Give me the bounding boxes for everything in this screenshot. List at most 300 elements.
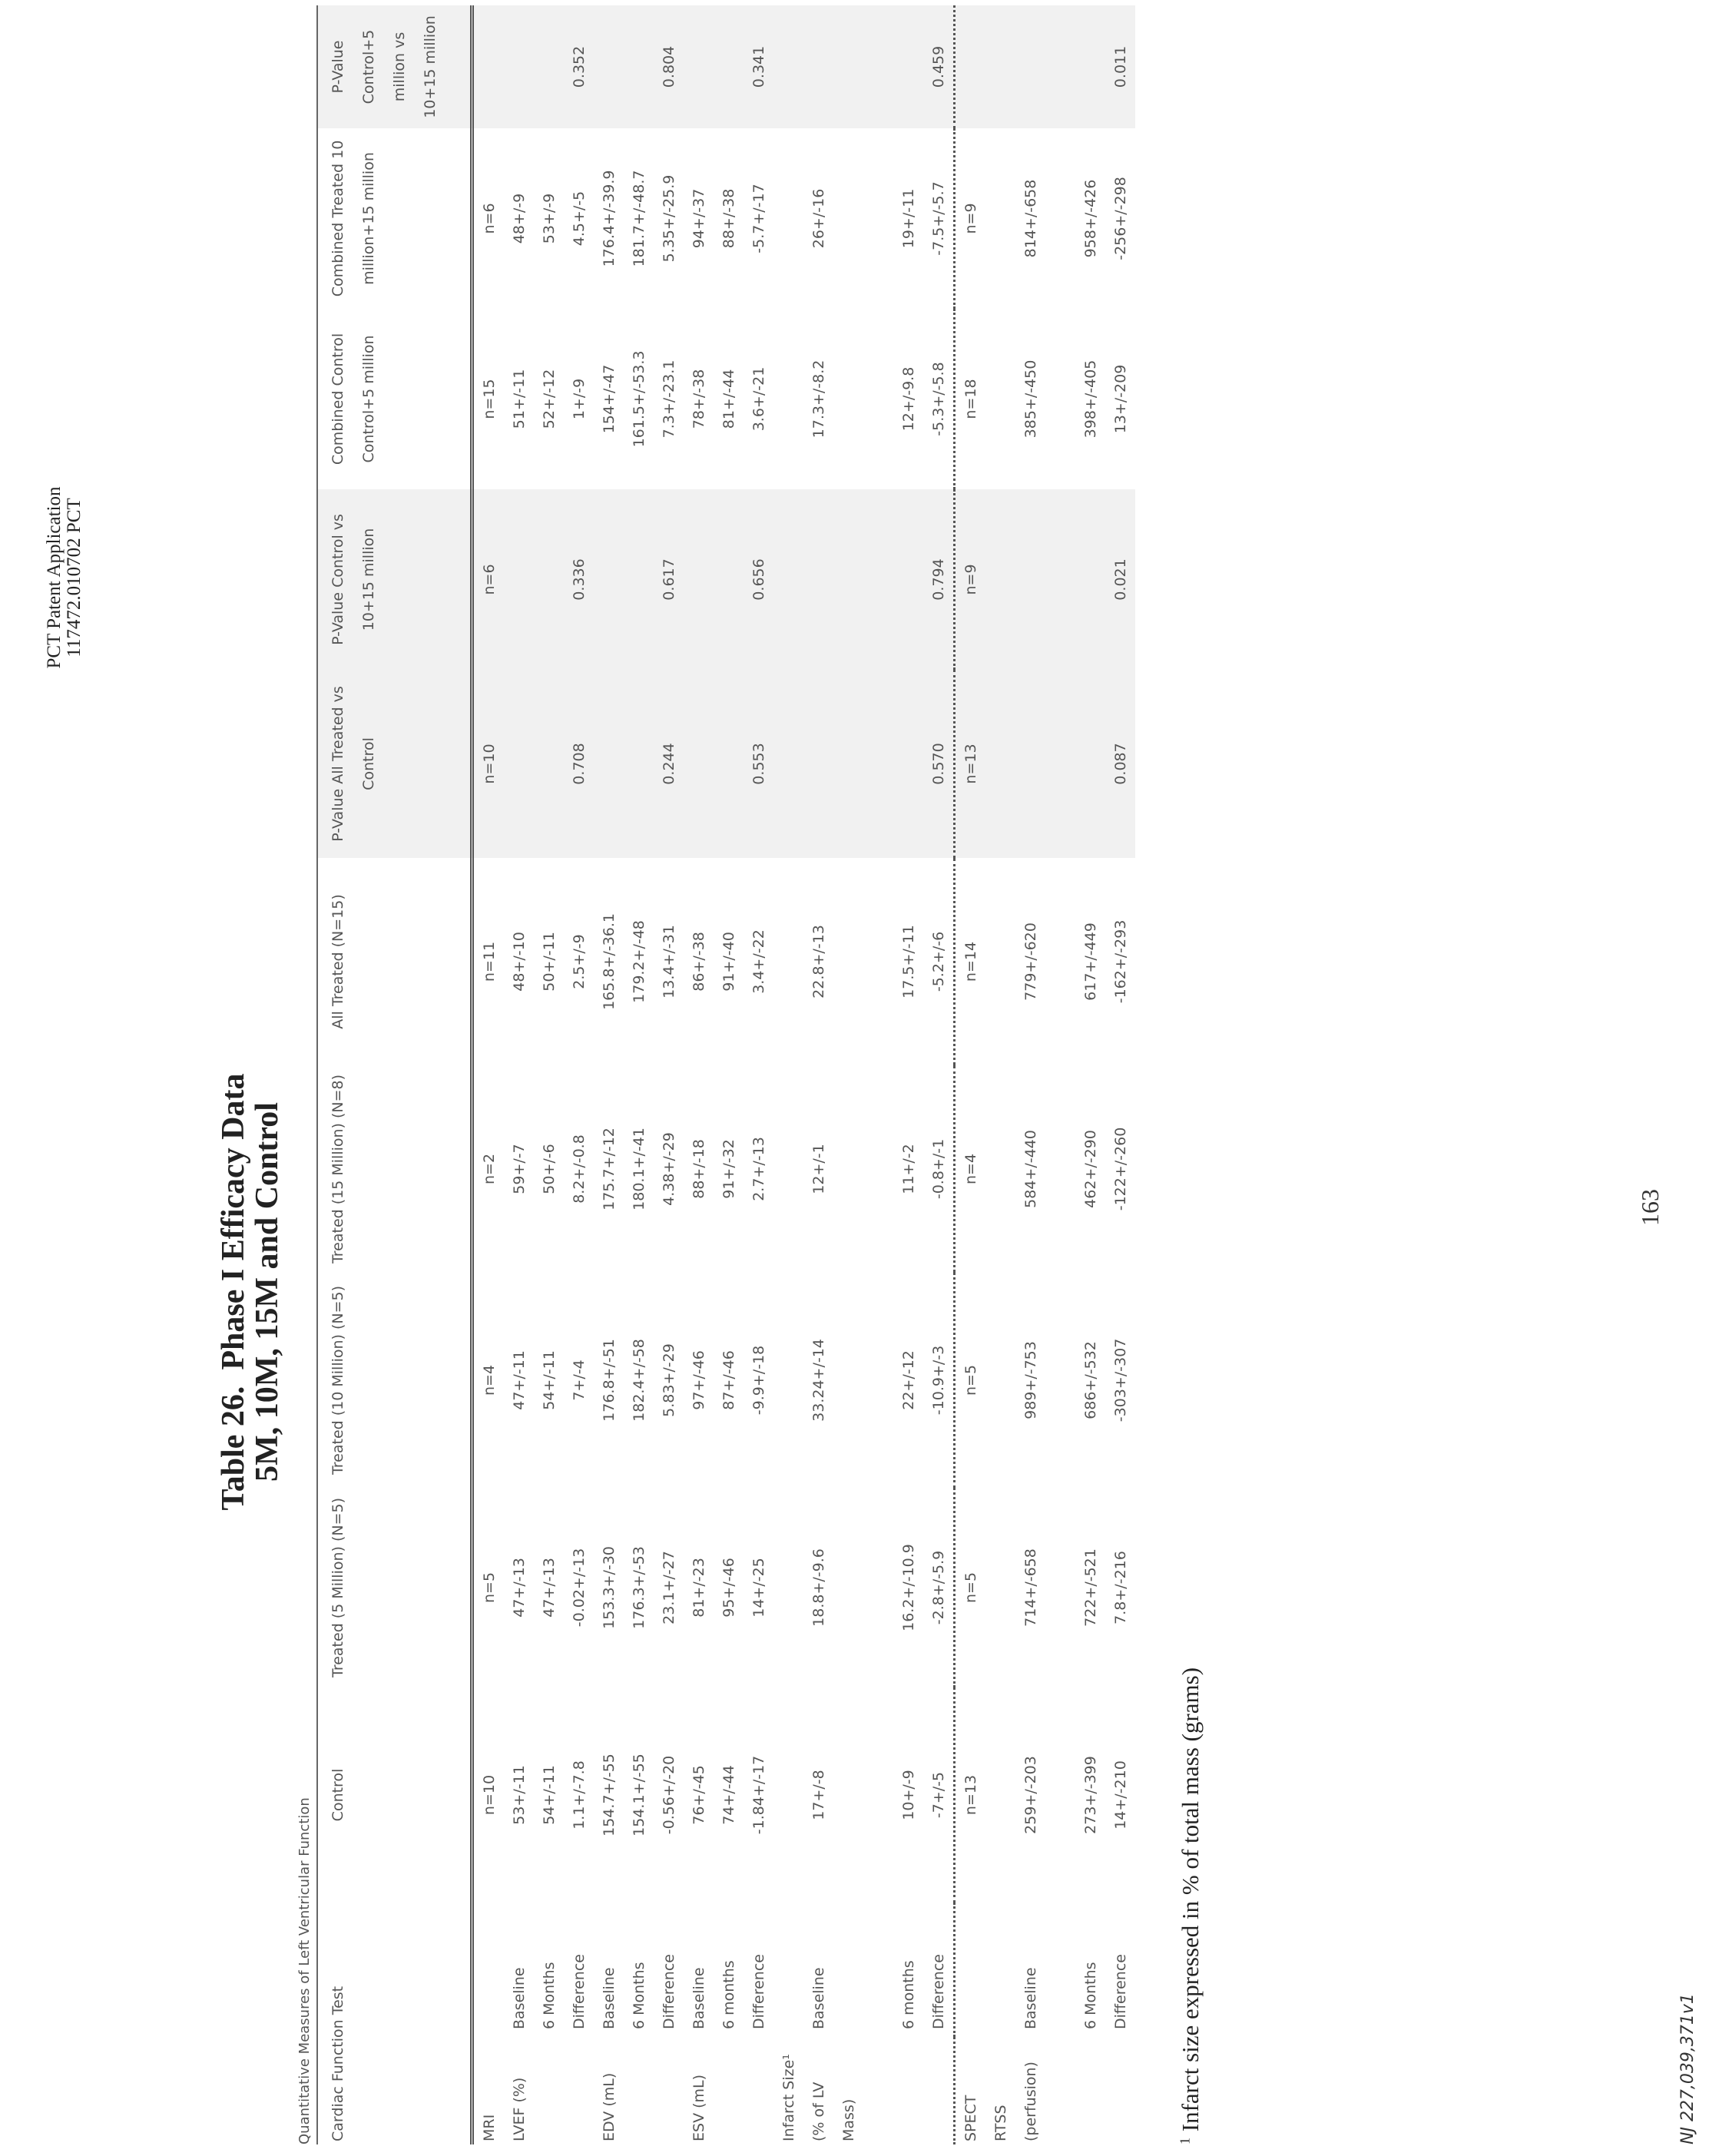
row-sublabel: Baseline — [594, 1903, 624, 2037]
table-cell: 50+/-11 — [534, 858, 564, 1065]
row-sublabel — [1045, 1903, 1075, 2037]
table-cell: n=15 — [472, 309, 505, 489]
table-cell: 686+/-532 — [1075, 1273, 1105, 1488]
table-cell: 617+/-449 — [1075, 858, 1105, 1065]
table-cell — [773, 128, 803, 309]
footnote-mark: 1 — [1177, 2138, 1193, 2144]
table-cell: 0.708 — [564, 670, 594, 858]
table-row — [594, 5, 624, 2144]
table-cell — [773, 309, 803, 489]
table-cell: 59+/-7 — [504, 1065, 534, 1273]
table-cell: 176.4+/-39.9 — [594, 128, 624, 309]
row-sublabel: Difference — [654, 1903, 684, 2037]
row-label — [1105, 2037, 1135, 2144]
row-label: ESV (mL) — [684, 2037, 714, 2144]
table-cell — [1045, 128, 1075, 309]
table-cell: 97+/-46 — [684, 1273, 714, 1488]
table-cell: 13+/-209 — [1105, 309, 1135, 489]
table-cell: n=18 — [955, 309, 986, 489]
document-header — [45, 382, 84, 773]
table-cell: 0.553 — [744, 670, 773, 858]
table-cell: 175.7+/-12 — [594, 1065, 624, 1273]
table-cell — [803, 5, 833, 128]
table-cell: 22.8+/-13 — [803, 858, 833, 1065]
row-label: Infarct Size¹ — [773, 2037, 803, 2144]
column-header: Treated (5 Million) (N=5) — [317, 1488, 472, 1687]
page-number: 163 — [1636, 1181, 1664, 1234]
table-cell: n=6 — [472, 128, 505, 309]
table-cell: 0.011 — [1105, 5, 1135, 128]
table-cell — [1015, 670, 1045, 858]
table-header-row — [317, 5, 472, 2144]
table-cell — [594, 670, 624, 858]
table-cell — [684, 670, 714, 858]
table-cell: 23.1+/-27 — [654, 1488, 684, 1687]
table-cell — [773, 858, 803, 1065]
table-cell: 0.617 — [654, 489, 684, 670]
table-cell — [893, 5, 923, 128]
table-cell: n=9 — [955, 128, 986, 309]
table-cell — [863, 1065, 893, 1273]
table-cell — [893, 489, 923, 670]
table-cell: 88+/-18 — [684, 1065, 714, 1273]
table-row — [1105, 5, 1135, 2144]
table-cell: -2.8+/-5.9 — [923, 1488, 955, 1687]
column-header: Treated (15 Million) (N=8) — [317, 1065, 472, 1273]
table-cell: 0.244 — [654, 670, 684, 858]
row-sublabel: Difference — [923, 1903, 955, 2037]
table-cell — [773, 489, 803, 670]
table-row — [985, 5, 1015, 2144]
table-cell: 47+/-13 — [534, 1488, 564, 1687]
table-cell: 47+/-11 — [504, 1273, 534, 1488]
table-cell: n=11 — [472, 858, 505, 1065]
table-cell — [504, 489, 534, 670]
table-row — [1045, 5, 1075, 2144]
table-cell: -5.2+/-6 — [923, 858, 955, 1065]
table-cell: 0.087 — [1105, 670, 1135, 858]
table-cell: 10+/-9 — [893, 1687, 923, 1903]
table-cell: 0.804 — [654, 5, 684, 128]
table-cell — [985, 489, 1015, 670]
table-title — [217, 889, 284, 1695]
document-id: NJ 227,039,371v1 — [1678, 1993, 1697, 2144]
table-cell: n=4 — [955, 1065, 986, 1273]
row-sublabel — [833, 1903, 863, 2037]
table-cell — [1045, 1488, 1075, 1687]
column-header: P-Value All Treated vs Control — [317, 670, 472, 858]
column-header: P-Value Control vs 10+15 million — [317, 489, 472, 670]
table-row — [744, 5, 773, 2144]
row-label — [923, 2037, 955, 2144]
table-cell — [893, 670, 923, 858]
table-row — [1075, 5, 1105, 2144]
table-cell: 0.570 — [923, 670, 955, 858]
table-cell — [594, 5, 624, 128]
row-label: MRI — [472, 2037, 505, 2144]
table-cell — [534, 5, 564, 128]
table-cell — [773, 1065, 803, 1273]
table-cell — [833, 670, 863, 858]
table-cell: 462+/-290 — [1075, 1065, 1105, 1273]
table-cell: 3.6+/-21 — [744, 309, 773, 489]
table-cell: 87+/-46 — [714, 1273, 744, 1488]
table-cell: n=6 — [472, 489, 505, 670]
table-cell — [1015, 489, 1045, 670]
table-cell: 17.3+/-8.2 — [803, 309, 833, 489]
table-cell: n=2 — [472, 1065, 505, 1273]
row-label: LVEF (%) — [504, 2037, 534, 2144]
table-cell: 88+/-38 — [714, 128, 744, 309]
row-label — [863, 2037, 893, 2144]
table-cell — [1045, 1065, 1075, 1273]
table-cell — [833, 128, 863, 309]
table-cell: 0.352 — [564, 5, 594, 128]
column-header: Treated (10 Million) (N=5) — [317, 1273, 472, 1488]
row-sublabel: 6 Months — [1075, 1903, 1105, 2037]
column-header: Combined Treated 10 million+15 million — [317, 128, 472, 309]
row-sublabel: Baseline — [504, 1903, 534, 2037]
table-cell: -256+/-298 — [1105, 128, 1135, 309]
column-header: Control — [317, 1687, 472, 1903]
table-cell: n=14 — [955, 858, 986, 1065]
table-row — [893, 5, 923, 2144]
table-cell: 179.2+/-48 — [624, 858, 654, 1065]
table-cell: 398+/-405 — [1075, 309, 1105, 489]
table-cell: 154+/-47 — [594, 309, 624, 489]
table-row — [564, 5, 594, 2144]
table-cell: 50+/-6 — [534, 1065, 564, 1273]
table-row — [472, 5, 505, 2144]
table-cell: 94+/-37 — [684, 128, 714, 309]
table-cell: 18.8+/-9.6 — [803, 1488, 833, 1687]
table-row — [803, 5, 833, 2144]
column-header: Combined Control Control+5 million — [317, 309, 472, 489]
table-cell — [534, 670, 564, 858]
table-cell: 95+/-46 — [714, 1488, 744, 1687]
table-cell: -10.9+/-3 — [923, 1273, 955, 1488]
table-cell — [833, 489, 863, 670]
table-row — [1015, 5, 1045, 2144]
table-cell: 1.1+/-7.8 — [564, 1687, 594, 1903]
row-sublabel: 6 Months — [624, 1903, 654, 2037]
row-sublabel: Difference — [1105, 1903, 1135, 2037]
table-cell: 176.8+/-51 — [594, 1273, 624, 1488]
table-cell: 91+/-32 — [714, 1065, 744, 1273]
table-cell: -0.02+/-13 — [564, 1488, 594, 1687]
table-cell — [833, 5, 863, 128]
table-cell: 22+/-12 — [893, 1273, 923, 1488]
table-cell — [1045, 858, 1075, 1065]
header-line-1: PCT Patent Application — [45, 382, 65, 773]
table-cell — [985, 1488, 1015, 1687]
row-label — [714, 2037, 744, 2144]
table-cell: 0.021 — [1105, 489, 1135, 670]
table-cell: 0.656 — [744, 489, 773, 670]
table-cell — [714, 5, 744, 128]
table-cell: 54+/-11 — [534, 1687, 564, 1903]
table-cell — [985, 1065, 1015, 1273]
row-label: (perfusion) — [1015, 2037, 1045, 2144]
table-cell — [624, 5, 654, 128]
table-cell — [985, 1273, 1015, 1488]
table-cell: 180.1+/-41 — [624, 1065, 654, 1273]
efficacy-table — [316, 5, 1135, 2144]
table-cell — [684, 489, 714, 670]
column-header-test: Cardiac Function Test — [317, 1903, 472, 2144]
table-cell — [773, 5, 803, 128]
table-cell: 17+/-8 — [803, 1687, 833, 1903]
table-cell: -303+/-307 — [1105, 1273, 1135, 1488]
table-cell: 51+/-11 — [504, 309, 534, 489]
row-label — [624, 2037, 654, 2144]
table-cell — [1075, 5, 1105, 128]
table-row — [714, 5, 744, 2144]
table-cell — [863, 309, 893, 489]
row-sublabel — [985, 1903, 1015, 2037]
table-cell: 78+/-38 — [684, 309, 714, 489]
table-row — [863, 5, 893, 2144]
table-cell: 12+/-1 — [803, 1065, 833, 1273]
table-cell — [985, 309, 1015, 489]
table-cell — [1045, 5, 1075, 128]
table-cell: 76+/-45 — [684, 1687, 714, 1903]
table-cell — [863, 1488, 893, 1687]
table-cell: 0.459 — [923, 5, 955, 128]
table-cell — [863, 128, 893, 309]
table-cell: 52+/-12 — [534, 309, 564, 489]
table-cell: 0.794 — [923, 489, 955, 670]
table-row — [773, 5, 803, 2144]
table-cell: n=10 — [472, 1687, 505, 1903]
row-label: Mass) — [833, 2037, 863, 2144]
table-cell: n=4 — [472, 1273, 505, 1488]
table-body — [472, 5, 1136, 2144]
table-cell: -5.7+/-17 — [744, 128, 773, 309]
table-cell: 259+/-203 — [1015, 1687, 1045, 1903]
footnote — [1177, 1668, 1204, 2144]
row-sublabel — [955, 1903, 986, 2037]
table-cell — [714, 489, 744, 670]
table-cell — [985, 5, 1015, 128]
table-cell: n=5 — [472, 1488, 505, 1687]
table-cell: n=9 — [955, 489, 986, 670]
table-cell: 182.4+/-58 — [624, 1273, 654, 1488]
table-cell — [624, 670, 654, 858]
table-cell — [684, 5, 714, 128]
table-cell — [985, 858, 1015, 1065]
table-cell: 161.5+/-53.3 — [624, 309, 654, 489]
table-row — [624, 5, 654, 2144]
table-cell: -122+/-260 — [1105, 1065, 1135, 1273]
table-cell — [833, 1687, 863, 1903]
table-cell: 779+/-620 — [1015, 858, 1045, 1065]
table-cell — [803, 670, 833, 858]
row-sublabel: Difference — [564, 1903, 594, 2037]
table-cell — [1045, 309, 1075, 489]
row-sublabel: 6 months — [893, 1903, 923, 2037]
table-row — [955, 5, 986, 2144]
table-cell: -0.56+/-20 — [654, 1687, 684, 1903]
table-cell — [985, 670, 1015, 858]
table-cell — [773, 1687, 803, 1903]
table-cell — [833, 309, 863, 489]
table-cell: 16.2+/-10.9 — [893, 1488, 923, 1687]
table-cell: 47+/-13 — [504, 1488, 534, 1687]
table-cell: 5.83+/-29 — [654, 1273, 684, 1488]
rotated-document-page — [0, 0, 1709, 2156]
table-cell: 584+/-440 — [1015, 1065, 1045, 1273]
table-cell — [1045, 670, 1075, 858]
table-cell: 12+/-9.8 — [893, 309, 923, 489]
row-sublabel: 6 Months — [534, 1903, 564, 2037]
row-sublabel: Difference — [744, 1903, 773, 2037]
row-sublabel: Baseline — [1015, 1903, 1045, 2037]
table-cell: 14+/-25 — [744, 1488, 773, 1687]
table-cell: n=13 — [955, 1687, 986, 1903]
table-cell — [773, 670, 803, 858]
row-label: (% of LV — [803, 2037, 833, 2144]
table-cell: 13.4+/-31 — [654, 858, 684, 1065]
table-cell: n=13 — [955, 670, 986, 858]
table-cell: 722+/-521 — [1075, 1488, 1105, 1687]
table-cell — [1015, 5, 1045, 128]
row-sublabel — [863, 1903, 893, 2037]
table-caption: Quantitative Measures of Left Ventricular Function — [296, 1797, 313, 2144]
row-sublabel — [472, 1903, 505, 2037]
table-cell: -9.9+/-18 — [744, 1273, 773, 1488]
table-cell: -7.5+/-5.7 — [923, 128, 955, 309]
table-cell: -162+/-293 — [1105, 858, 1135, 1065]
table-cell: 958+/-426 — [1075, 128, 1105, 309]
row-label — [534, 2037, 564, 2144]
table-cell: 181.7+/-48.7 — [624, 128, 654, 309]
row-sublabel: Baseline — [684, 1903, 714, 2037]
table-cell — [985, 128, 1015, 309]
table-cell — [985, 1687, 1015, 1903]
row-label: EDV (mL) — [594, 2037, 624, 2144]
table-cell: 81+/-23 — [684, 1488, 714, 1687]
table-cell: 53+/-9 — [534, 128, 564, 309]
table-row — [534, 5, 564, 2144]
table-cell — [624, 489, 654, 670]
table-cell — [773, 1488, 803, 1687]
table-cell: 81+/-44 — [714, 309, 744, 489]
table-cell: 8.2+/-0.8 — [564, 1065, 594, 1273]
table-row — [654, 5, 684, 2144]
title-line-2: 5M, 10M, 15M and Control — [250, 889, 284, 1695]
table-cell: 48+/-10 — [504, 858, 534, 1065]
table-cell: 11+/-2 — [893, 1065, 923, 1273]
column-header: P-Value Control+5 million vs 10+15 million — [317, 5, 472, 128]
table-cell: -1.84+/-17 — [744, 1687, 773, 1903]
table-cell: 33.24+/-14 — [803, 1273, 833, 1488]
table-cell — [863, 670, 893, 858]
table-cell: 165.8+/-36.1 — [594, 858, 624, 1065]
row-label — [1075, 2037, 1105, 2144]
table-cell: 0.336 — [564, 489, 594, 670]
table-cell: n=5 — [955, 1488, 986, 1687]
table-cell: 53+/-11 — [504, 1687, 534, 1903]
row-sublabel — [773, 1903, 803, 2037]
table-cell: 154.1+/-55 — [624, 1687, 654, 1903]
table-cell: n=10 — [472, 670, 505, 858]
row-label: RTSS — [985, 2037, 1015, 2144]
table-cell — [833, 1065, 863, 1273]
table-cell: 17.5+/-11 — [893, 858, 923, 1065]
table-row — [504, 5, 534, 2144]
table-cell — [955, 5, 986, 128]
table-cell — [833, 858, 863, 1065]
table-cell: 385+/-450 — [1015, 309, 1045, 489]
table-cell — [1045, 1687, 1075, 1903]
table-cell: 2.5+/-9 — [564, 858, 594, 1065]
table-row — [833, 5, 863, 2144]
table-cell: 814+/-658 — [1015, 128, 1045, 309]
table-cell: 54+/-11 — [534, 1273, 564, 1488]
table-cell: 714+/-658 — [1015, 1488, 1045, 1687]
table-cell — [863, 1687, 893, 1903]
row-label — [893, 2037, 923, 2144]
table-cell — [863, 5, 893, 128]
table-cell: 4.5+/-5 — [564, 128, 594, 309]
table-cell — [1075, 670, 1105, 858]
table-cell — [534, 489, 564, 670]
row-label: SPECT — [955, 2037, 986, 2144]
column-header: All Treated (N=15) — [317, 858, 472, 1065]
table-cell — [863, 858, 893, 1065]
title-line-1: Table 26. Phase I Efficacy Data — [217, 889, 250, 1695]
table-cell — [472, 5, 505, 128]
table-cell: 1+/-9 — [564, 309, 594, 489]
table-row — [684, 5, 714, 2144]
table-cell — [504, 5, 534, 128]
row-label — [744, 2037, 773, 2144]
table-cell — [1045, 1273, 1075, 1488]
row-label — [564, 2037, 594, 2144]
table-cell — [714, 670, 744, 858]
table-cell: 4.38+/-29 — [654, 1065, 684, 1273]
table-cell: 48+/-9 — [504, 128, 534, 309]
table-cell: -0.8+/-1 — [923, 1065, 955, 1273]
table-cell: -7+/-5 — [923, 1687, 955, 1903]
row-sublabel: Baseline — [803, 1903, 833, 2037]
row-sublabel: 6 months — [714, 1903, 744, 2037]
table-cell — [773, 1273, 803, 1488]
row-label — [654, 2037, 684, 2144]
table-cell: 154.7+/-55 — [594, 1687, 624, 1903]
table-cell — [833, 1488, 863, 1687]
table-cell: 0.341 — [744, 5, 773, 128]
table-cell: 176.3+/-53 — [624, 1488, 654, 1687]
table-cell: 7+/-4 — [564, 1273, 594, 1488]
table-cell — [1075, 489, 1105, 670]
table-cell: 19+/-11 — [893, 128, 923, 309]
table-cell — [803, 489, 833, 670]
header-line-2: 117472.010702 PCT — [65, 382, 84, 773]
table-cell: 989+/-753 — [1015, 1273, 1045, 1488]
table-row — [923, 5, 955, 2144]
table-cell: 14+/-210 — [1105, 1687, 1135, 1903]
footnote-text: Infarct size expressed in % of total mass (grams) — [1177, 1668, 1204, 2138]
table-cell: 7.8+/-216 — [1105, 1488, 1135, 1687]
table-cell: 26+/-16 — [803, 128, 833, 309]
table-cell: 7.3+/-23.1 — [654, 309, 684, 489]
table-cell: 2.7+/-13 — [744, 1065, 773, 1273]
table-cell — [594, 489, 624, 670]
table-cell — [863, 489, 893, 670]
table-cell: 153.3+/-30 — [594, 1488, 624, 1687]
